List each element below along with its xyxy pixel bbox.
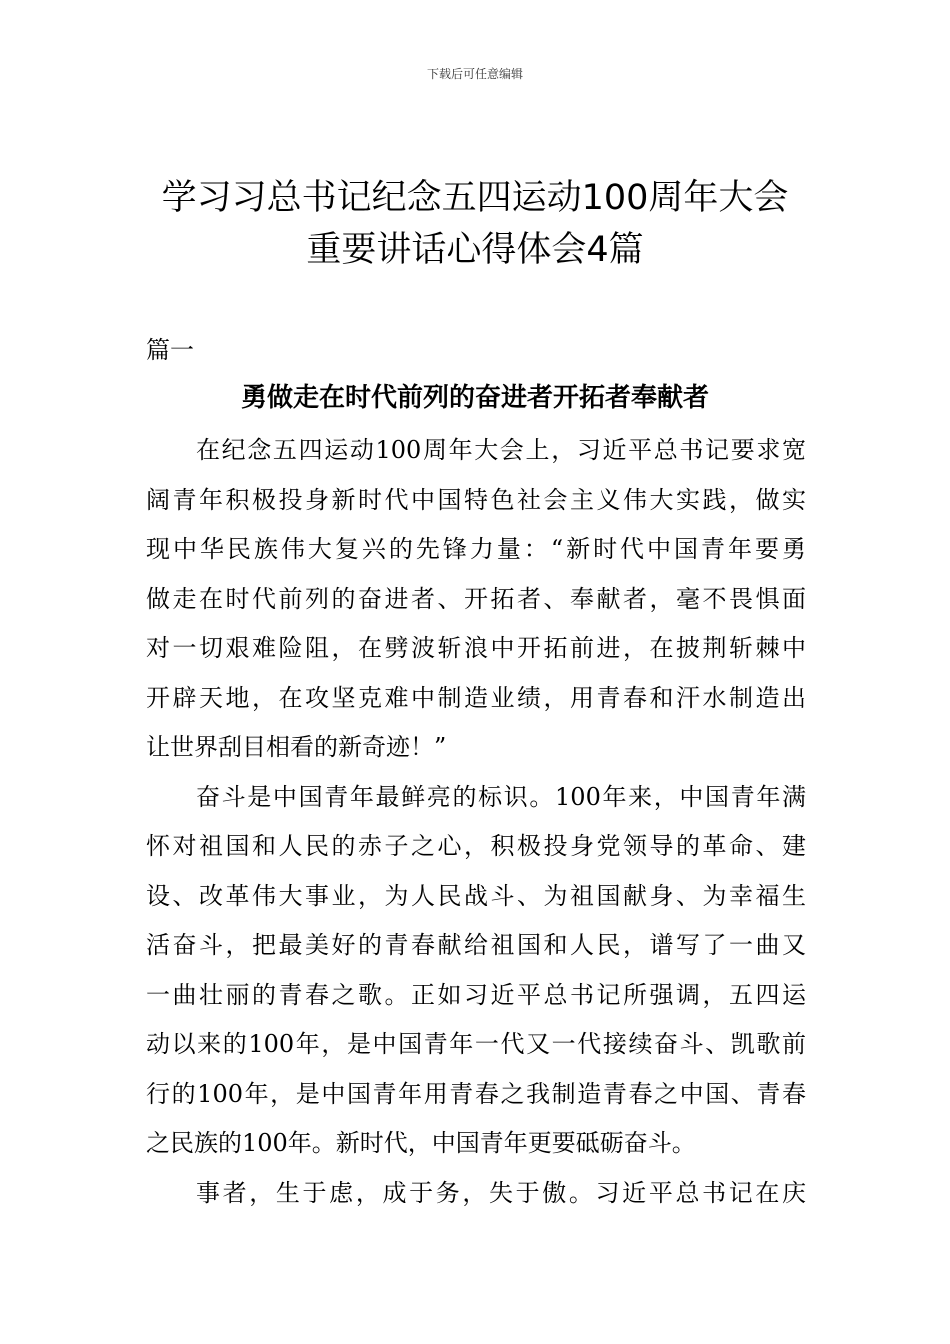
text-line: 怀对祖国和人民的赤子之心，积极投身党领导的革命、建 bbox=[146, 832, 806, 860]
text-line: 之民族的100年。新时代，中国青年更要砥砺奋斗。 bbox=[146, 1129, 696, 1157]
text-line: 动以来的100年，是中国青年一代又一代接续奋斗、凯歌前 bbox=[146, 1030, 806, 1058]
text-line: 活奋斗，把最美好的青春献给祖国和人民，谱写了一曲又 bbox=[146, 931, 806, 959]
paragraph-1 bbox=[146, 426, 806, 773]
text-line: 现中华民族伟大复兴的先锋力量：“新时代中国青年要勇 bbox=[146, 535, 806, 563]
text-line: 开辟天地，在攻坚克难中制造业绩，用青春和汗水制造出 bbox=[146, 683, 806, 712]
text-line: 在纪念五四运动100周年大会上，习近平总书记要求宽 bbox=[196, 436, 806, 464]
title-line: 重要讲话心得体会4篇 bbox=[306, 230, 644, 270]
document-title bbox=[60, 172, 890, 276]
section-label: 篇一 bbox=[146, 336, 194, 364]
header-note: 下载后可任意编辑 bbox=[426, 67, 523, 81]
text-line: 做走在时代前列的奋进者、开拓者、奉献者，毫不畏惧面 bbox=[146, 584, 806, 613]
text-line: 让世界刮目相看的新奇迹！” bbox=[146, 733, 447, 761]
text-line: 设、改革伟大事业，为人民战斗、为祖国献身、为幸福生 bbox=[146, 881, 806, 910]
paragraph-2 bbox=[146, 773, 806, 1169]
text-line: 奋斗是中国青年最鲜亮的标识。100年来，中国青年满 bbox=[196, 782, 806, 811]
text-line: 行的100年，是中国青年用青春之我制造青春之中国、青春 bbox=[146, 1079, 806, 1108]
paragraph-3 bbox=[146, 1169, 806, 1219]
text-line: 对一切艰难险阻，在劈波斩浪中开拓前进，在披荆斩棘中 bbox=[146, 634, 806, 662]
body-text bbox=[146, 426, 806, 1218]
text-line: 一曲壮丽的青春之歌。正如习近平总书记所强调，五四运 bbox=[146, 980, 806, 1009]
text-line: 阔青年积极投身新时代中国特色社会主义伟大实践，做实 bbox=[146, 485, 806, 514]
section-title: 勇做走在时代前列的奋进者开拓者奉献者 bbox=[240, 383, 709, 413]
text-line: 事者，生于虑，成于务，失于傲。习近平总书记在庆 bbox=[196, 1178, 806, 1207]
title-line: 学习习总书记纪念五四运动100周年大会 bbox=[161, 178, 789, 218]
